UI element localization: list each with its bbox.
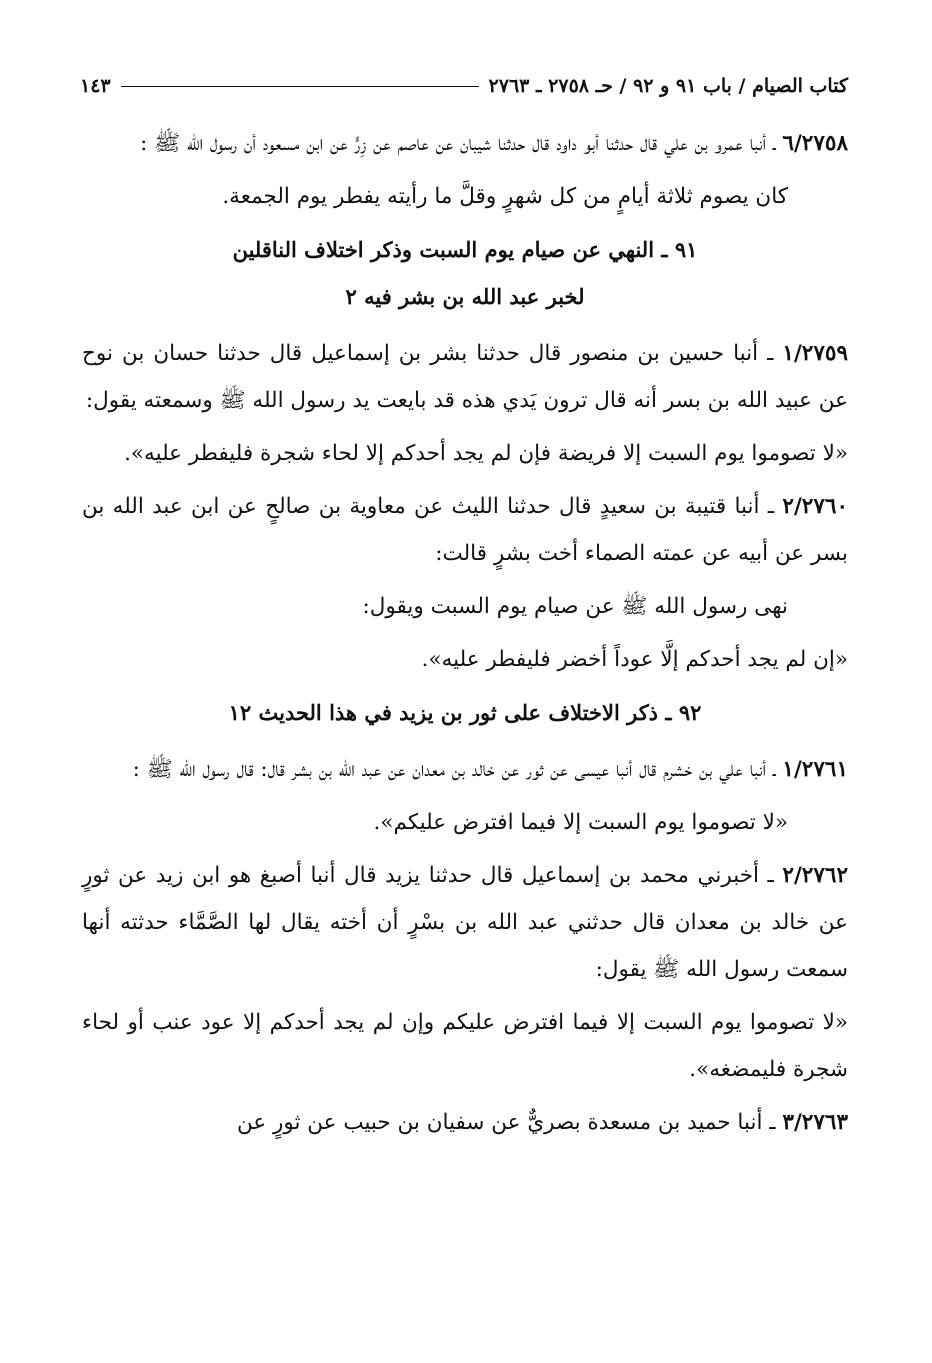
- hadith-matn: كان يصوم ثلاثة أيامٍ من كل شهرٍ وقلَّ ما رأيته يفطر يوم الجمعة.: [222, 184, 788, 209]
- hadith-number: ٢/٢٧٦٠: [782, 494, 848, 519]
- hadith-2760: [82, 483, 848, 577]
- hadith-2759: [82, 330, 848, 424]
- page-number: ١٤٣: [80, 75, 111, 97]
- hadith-number: ٣/٢٧٦٣: [782, 1110, 848, 1135]
- hadith-2761: [82, 746, 848, 793]
- running-title: كتاب الصيام / باب ٩١ و ٩٢ / حـ ٢٧٥٨ ـ ٢٧٦٣: [488, 75, 848, 97]
- hadith-number: ٢/٢٧٦٢: [782, 863, 848, 888]
- hadith-isnad: ـ أنبا حميد بن مسعدة بصريٌّ عن سفيان بن حبيب عن ثورٍ عن: [236, 1110, 783, 1135]
- chapter-title-line: لخبر عبد الله بن بشر فيه ٢: [345, 284, 585, 309]
- hadith-number: ١/٢٧٥٩: [782, 341, 848, 366]
- chapter-heading-91: [82, 226, 848, 320]
- hadith-matn: «إن لم يجد أحدكم إلَّا عوداً أخضر فليفطر عليه».: [421, 647, 848, 672]
- chapter-title-line: ٩١ ـ النهي عن صيام يوم السبت وذكر اختلاف الناقلين: [232, 237, 698, 262]
- hadith-isnad: ـ أنبا قتيبة بن سعيدٍ قال حدثنا الليث عن معاوية بن صالحٍ عن ابن عبد الله بن بسر عن أبيه عن عمته الصماء أخت بشرٍ قالت:: [82, 494, 848, 566]
- hadith-2758: [82, 120, 848, 167]
- hadith-matn: «لا تصوموا يوم السبت إلا فريضة فإن لم يجد أحدكم إلا لحاء شجرة فليفطر عليه».: [124, 441, 848, 466]
- hadith-2762: [82, 852, 848, 993]
- hadith-matn: «لا تصوموا يوم السبت إلا فيما افترض عليكم».: [373, 810, 788, 835]
- hadith-matn: «لا تصوموا يوم السبت إلا فيما افترض عليكم وإن لم يجد أحدكم إلا عود عنب أو لحاء شجرة فليمضغه».: [82, 1010, 848, 1082]
- hadith-number: ٦/٢٧٥٨: [782, 131, 848, 156]
- hadith-isnad: ـ أخبرني محمد بن إسماعيل قال حدثنا يزيد قال أنبا أصبغ هو ابن زيد عن ثورٍ عن خالد بن معدان قال حدثني عبد الله بن بسْرٍ أن أخته يقال لها الصَّمَّاء حدثته أنها سمعت رسول الله ﷺ يقول:: [82, 863, 848, 982]
- hadith-matn: نهى رسول الله ﷺ عن صيام يوم السبت ويقول:: [362, 594, 788, 619]
- hadith-isnad: ـ أنبا حسين بن منصور قال حدثنا بشر بن إسماعيل قال حدثنا حسان بن نوح عن عبيد الله بن بسر أنه قال ترون يَدي هذه قد بايعت يد رسول الله ﷺ وسمعته يقول:: [82, 341, 848, 413]
- hadith-isnad: ـ أنبا عمرو بن علي قال حدثنا أبو داود قال حدثنا شيبان عن عاصم عن زِرٍّ عن ابن مسعود أن رسول الله ﷺ :: [140, 131, 783, 156]
- header-rule: [121, 86, 479, 87]
- hadith-isnad: ـ أنبا علي بن خشرم قال أنبا عيسى عن ثور عن خالد بن معدان عن عبد الله بن بشر قال: قال رسول الله ﷺ :: [132, 757, 783, 782]
- running-header: [80, 66, 848, 106]
- hadith-2763: [82, 1099, 848, 1146]
- chapter-title-line: ٩٢ ـ ذكر الاختلاف على ثور بن يزيد في هذا الحديث ١٢: [228, 700, 702, 725]
- chapter-heading-92: [82, 689, 848, 736]
- page-body: [82, 120, 848, 1152]
- hadith-number: ١/٢٧٦١: [782, 757, 848, 782]
